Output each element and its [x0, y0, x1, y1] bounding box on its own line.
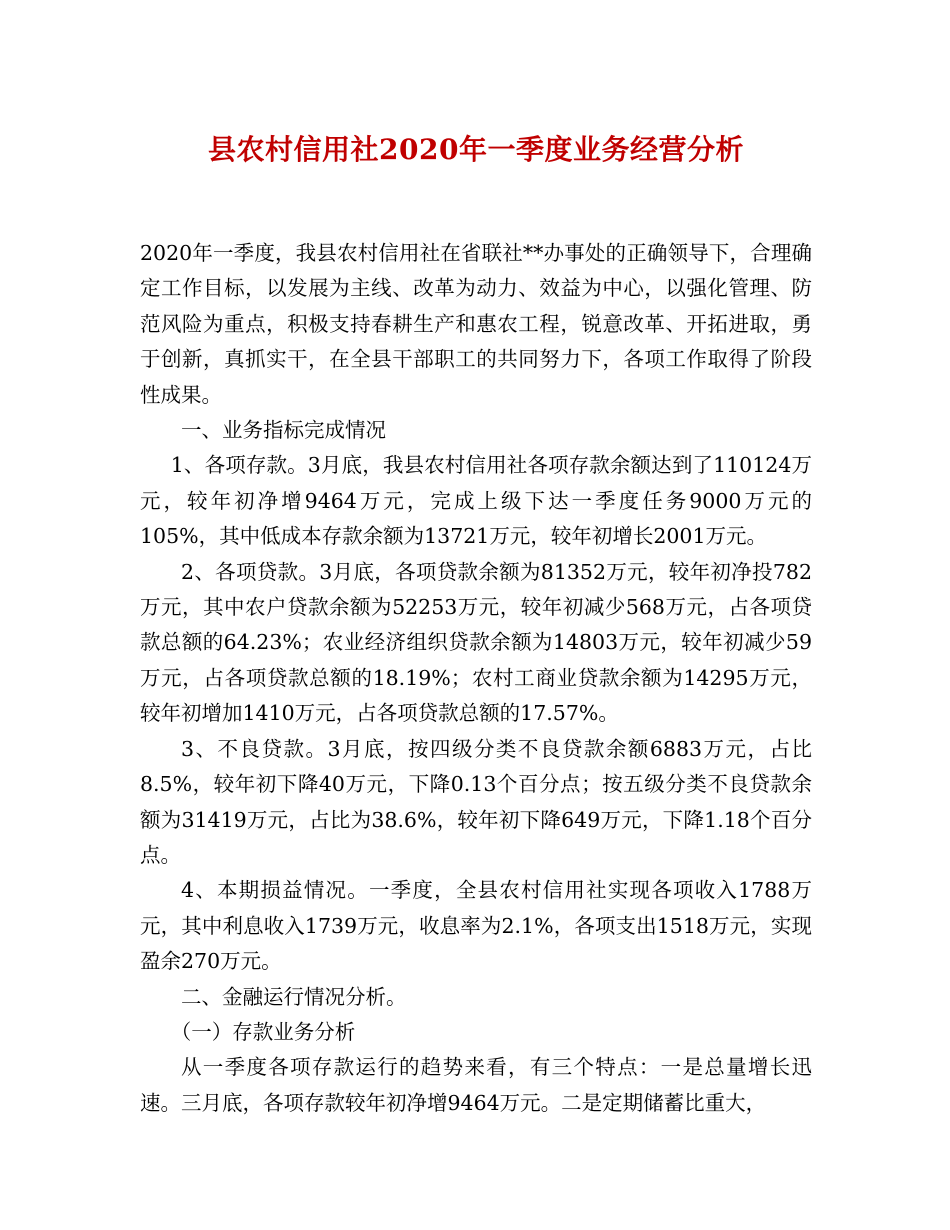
document-page [140, 126, 812, 1121]
loan-paragraph: 2、各项贷款。3月底，各项贷款余额为81352万元，较年初净投782万元，其中农户贷款余额为52253万元，较年初减少568万元，占各项贷款总额的64.23%；农业经济组织贷款余额为14803万元，较年初减少59万元，占各项贷款总额的18.19%；农村工商业贷款余额为14295万元，较年初增加1410万元，占各项贷款总额的17.57%。 [140, 559, 812, 726]
bad-loan-paragraph: 3、不良贷款。3月底，按四级分类不良贷款余额6883万元，占比8.5%，较年初下降40万元，下降0.13个百分点；按五级分类不良贷款余额为31419万元，占比为38.6%，较年初下降649万元，下降1.18个百分点。 [140, 736, 812, 867]
deposit-paragraph: 1、各项存款。3月底，我县农村信用社各项存款余额达到了110124万元，较年初净增9464万元，完成上级下达一季度任务9000万元的105%，其中低成本存款余额为13721万元，较年初增长2001万元。 [140, 453, 812, 549]
section-heading-2: 二、金融运行情况分析。 [181, 984, 407, 1009]
deposit-analysis-paragraph: 从一季度各项存款运行的趋势来看，有三个特点：一是总量增长迅速。三月底，各项存款较年初净增9464万元。二是定期储蓄比重大， [140, 1055, 812, 1115]
profit-loss-paragraph: 4、本期损益情况。一季度，全县农村信用社实现各项收入1788万元，其中利息收入1739万元，收息率为2.1%，各项支出1518万元，实现盈余270万元。 [140, 878, 812, 974]
section-heading-1: 一、业务指标完成情况 [181, 418, 386, 443]
intro-paragraph: 2020年一季度，我县农村信用社在省联社**办事处的正确领导下，合理确定工作目标，以发展为主线、改革为动力、效益为中心，以强化管理、防范风险为重点，积极支持春耕生产和惠农工程，锐意改革、开拓进取，勇于创新，真抓实干，在全县干部职工的共同努力下，各项工作取得了阶段性成果。 [140, 241, 812, 407]
document-title: 县农村信用社2020年一季度业务经营分析 [208, 133, 744, 166]
subsection-heading-1: （一）存款业务分析 [170, 1019, 356, 1044]
